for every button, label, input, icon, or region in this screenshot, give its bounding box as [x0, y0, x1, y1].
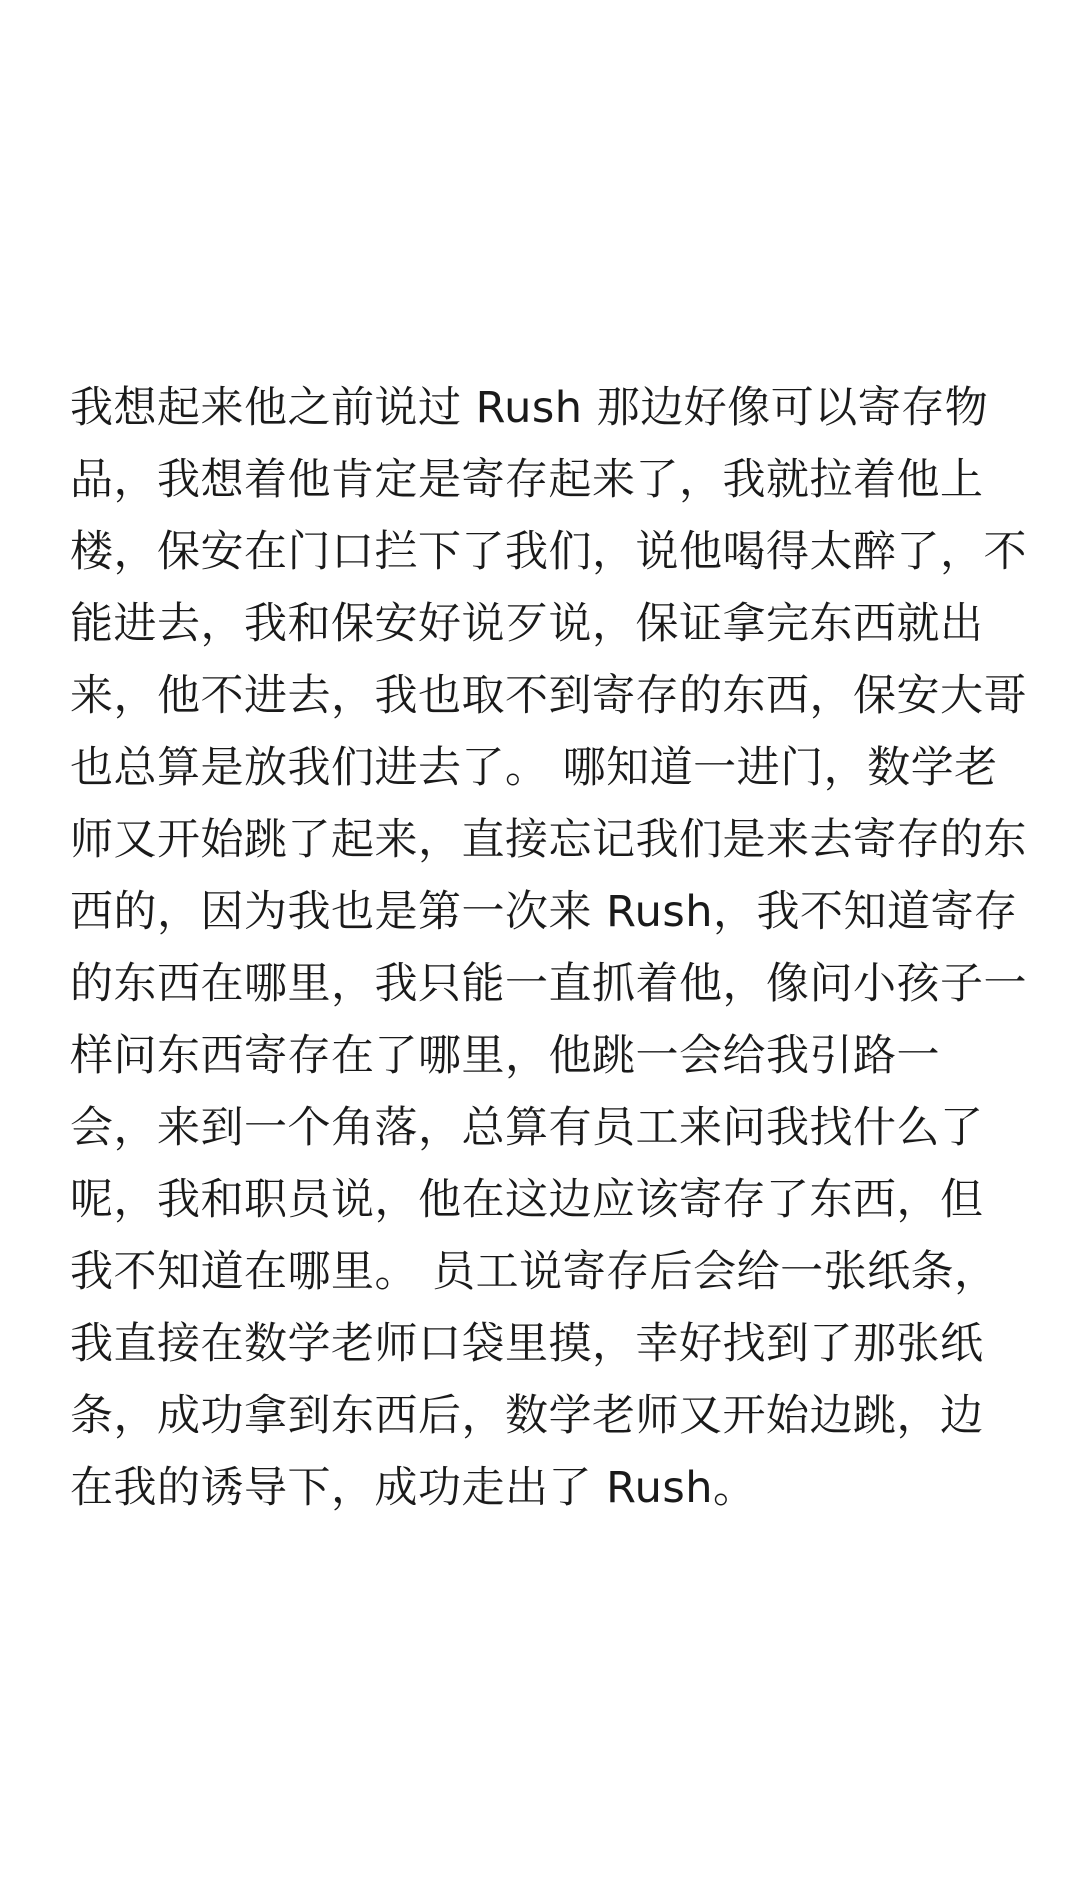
text-line-16: 在我的诱导下，成功走出了 Rush。	[70, 1463, 757, 1513]
text-line-8: 西的，因为我也是第一次来 Rush，我不知道寄存	[70, 887, 1018, 937]
text-line-3: 楼，保安在门口拦下了我们，说他喝得太醉了，不	[70, 527, 1027, 577]
text-line-7: 师又开始跳了起来，直接忘记我们是来去寄存的东	[70, 815, 1027, 865]
text-line-10: 样问东西寄存在了哪里，他跳一会给我引路一	[70, 1031, 940, 1081]
text-line-15: 条，成功拿到东西后，数学老师又开始边跳，边	[70, 1391, 984, 1441]
text-line-13: 我不知道在哪里。 员工说寄存后会给一张纸条，	[70, 1247, 998, 1297]
text-line-14: 我直接在数学老师口袋里摸，幸好找到了那张纸	[70, 1319, 984, 1369]
text-line-2: 品，我想着他肯定是寄存起来了，我就拉着他上	[70, 455, 984, 505]
text-line-11: 会，来到一个角落，总算有员工来问我找什么了	[70, 1103, 984, 1153]
text-line-9: 的东西在哪里，我只能一直抓着他，像问小孩子一	[70, 959, 1027, 1009]
text-line-5: 来，他不进去，我也取不到寄存的东西，保安大哥	[70, 671, 1027, 721]
text-line-6: 也总算是放我们进去了。 哪知道一进门，数学老	[70, 743, 998, 793]
text-line-4: 能进去，我和保安好说歹说，保证拿完东西就出	[70, 599, 984, 649]
text-line-1: 我想起来他之前说过 Rush 那边好像可以寄存物	[70, 383, 989, 433]
story-paragraph	[70, 372, 1027, 1524]
text-line-12: 呢，我和职员说，他在这边应该寄存了东西，但	[70, 1175, 984, 1225]
